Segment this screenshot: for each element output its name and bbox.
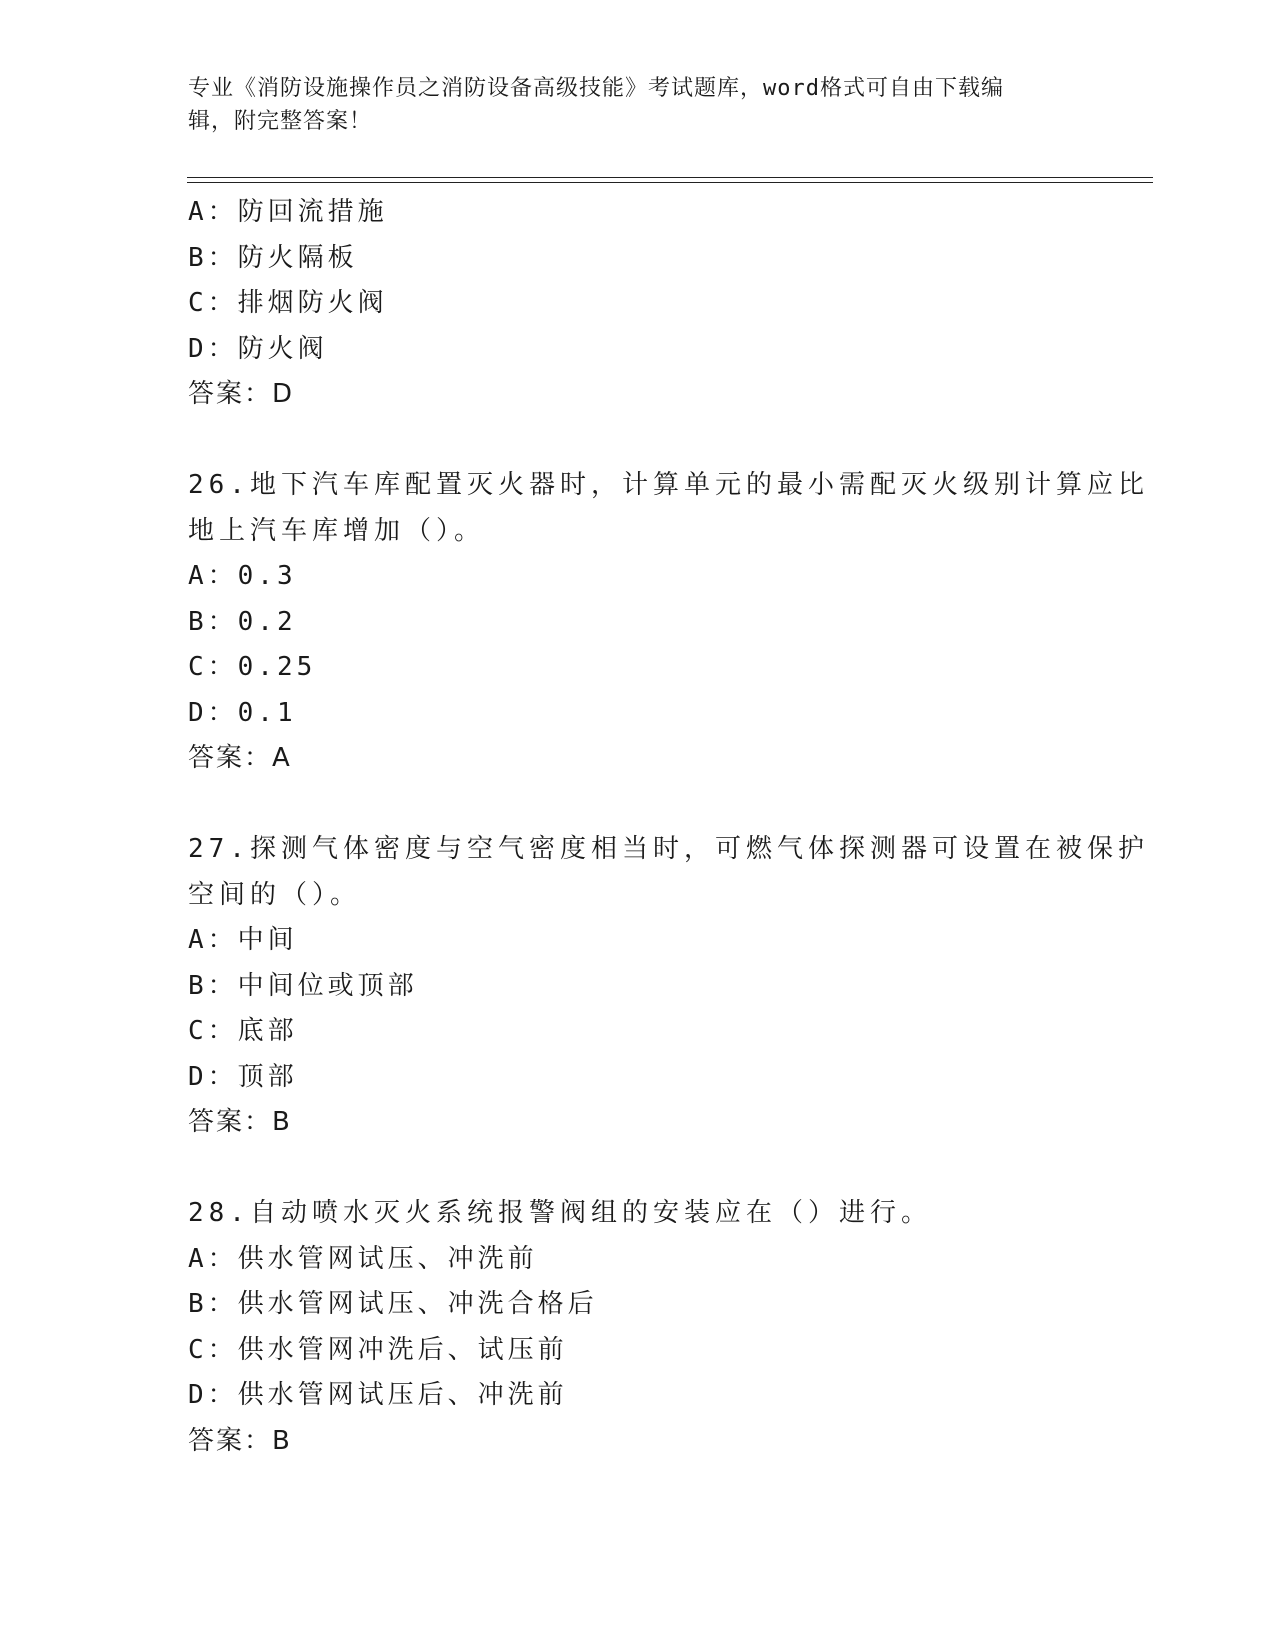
answer-line: 答案：D — [188, 379, 295, 409]
answer-line: 答案：B — [188, 1425, 292, 1456]
option-b: B：0.2 — [188, 606, 297, 637]
option-c: C：排烟防火阀 — [188, 288, 388, 318]
document-header — [188, 72, 1088, 138]
spacer — [188, 418, 1088, 464]
header-divider-bottom — [187, 182, 1153, 183]
option-d: D：顶部 — [188, 1061, 298, 1092]
option-c: C：0.25 — [188, 652, 317, 682]
question-stem: 28.自动喷水灭火系统报警阀组的安装应在（）进行。 — [188, 1198, 932, 1228]
spacer — [188, 782, 1088, 828]
option-b: B：供水管网试压、冲洗合格后 — [188, 1289, 598, 1319]
spacer — [188, 1146, 1088, 1192]
option-a: A：供水管网试压、冲洗前 — [188, 1243, 538, 1274]
option-c: C：底部 — [188, 1016, 298, 1046]
header-divider-top — [187, 177, 1153, 178]
question-stem: 26.地下汽车库配置灭火器时，计算单元的最小需配灭火级别计算应比 — [188, 470, 1149, 500]
option-a: A：0.3 — [188, 561, 297, 591]
option-a: A：中间 — [188, 925, 298, 955]
option-b: B：中间位或顶部 — [188, 970, 418, 1001]
question-stem: 27.探测气体密度与空气密度相当时，可燃气体探测器可设置在被保护 — [188, 834, 1149, 864]
answer-line: 答案：B — [188, 1107, 292, 1137]
option-a: A：防回流措施 — [188, 197, 388, 227]
option-b: B：防火隔板 — [188, 242, 358, 273]
question-26 — [188, 463, 1149, 782]
option-d: D：0.1 — [188, 697, 297, 728]
header-line-1: 专业《消防设施操作员之消防设备高级技能》考试题库，word格式可自由下载编 — [188, 76, 1004, 101]
question-stem-continued: 地上汽车库增加（）。 — [188, 515, 486, 546]
question-list — [188, 190, 1149, 1464]
option-d: D：防火阀 — [188, 333, 328, 364]
answer-line: 答案：A — [188, 743, 292, 773]
question-27 — [188, 827, 1149, 1146]
option-c: C：供水管网冲洗后、试压前 — [188, 1334, 568, 1365]
header-line-2: 辑，附完整答案！ — [188, 109, 373, 134]
option-d: D：供水管网试压后、冲洗前 — [188, 1380, 568, 1410]
question-25 — [188, 190, 1088, 418]
question-28 — [188, 1191, 1088, 1464]
question-stem-continued: 空间的（）。 — [188, 879, 362, 910]
